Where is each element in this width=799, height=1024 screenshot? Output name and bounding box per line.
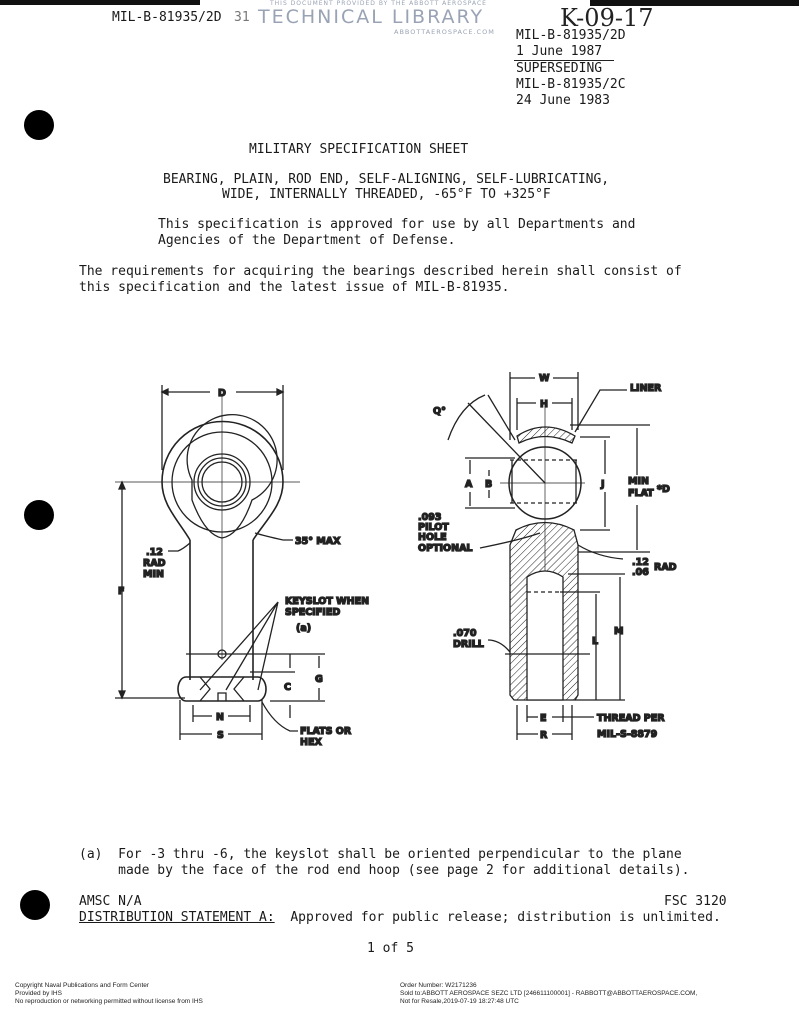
dim-h: H (540, 399, 548, 410)
dim-g: G (315, 674, 323, 685)
dim-e: E (540, 713, 547, 724)
label-thread-2: MIL-S-8879 (597, 729, 658, 740)
distribution-label: DISTRIBUTION STATEMENT A: (79, 910, 275, 925)
requirements-line-1: The requirements for acquiring the bearings described herein shall consist of (79, 264, 682, 279)
watermark-title: TECHNICAL LIBRARY (258, 6, 485, 28)
amsc: AMSC N/A (79, 894, 142, 909)
label-pilot-2: PILOT (418, 522, 449, 533)
distribution-statement (79, 910, 721, 926)
superseded-date: 24 June 1983 (516, 93, 610, 108)
watermark-url: ABBOTTAEROSPACE.COM (394, 28, 495, 36)
label-thread-1: THREAD PER (597, 713, 665, 724)
label-minflat-2: FLAT (628, 488, 654, 499)
distribution-text: Approved for public release; distribution is unlimited. (274, 910, 721, 925)
footer-copyright: Copyright Naval Publications and Form Center (15, 982, 150, 989)
note-line-1: (a) For -3 thru -6, the keyslot shall be oriented perpendicular to the plane (79, 847, 682, 862)
dim-q: Q° (433, 406, 446, 417)
dim-j: J (601, 479, 605, 490)
footer-order: Order Number: W2171236 (400, 982, 477, 989)
approval-line-1: This specification is approved for use by all Departments and (158, 217, 636, 232)
subtitle-line-2: WIDE, INTERNALLY THREADED, -65°F TO +325°F (222, 187, 551, 202)
label-rad-1: .12 (146, 547, 163, 558)
dim-s: S (217, 730, 224, 741)
header-left-id: MIL-B-81935/2D (112, 10, 222, 25)
approval-line-2: Agencies of the Department of Defense. (158, 233, 456, 248)
dim-m: M (614, 626, 624, 637)
label-keyslot-3: (a) (296, 623, 312, 634)
dim-f: F (118, 586, 125, 597)
subtitle-line-1: BEARING, PLAIN, ROD END, SELF-ALIGNING, SELF-LUBRICATING, (163, 172, 610, 187)
label-drill-1: .070 (453, 628, 477, 639)
label-flats-2: HEX (300, 737, 322, 748)
label-liner: LINER (630, 383, 662, 394)
label-rad-2: .06 (632, 567, 649, 578)
footer-sold-to: Sold to:ABBOTT AEROSPACE SEZC LTD [246611100001] - RABBOTT@ABBOTTAEROSPACE.COM, (400, 990, 698, 997)
dim-c: C (284, 682, 291, 693)
label-keyslot-1: KEYSLOT WHEN (285, 596, 370, 607)
dim-r: R (540, 730, 548, 741)
footer-right (400, 982, 697, 1006)
superseding-label: SUPERSEDING (516, 61, 603, 76)
dim-l: L (592, 636, 599, 647)
label-minflat-1: MIN (628, 476, 649, 487)
fsc: FSC 3120 (664, 894, 727, 909)
note-line-2: made by the face of the rod end hoop (see page 2 for additional details). (79, 863, 690, 878)
label-pilot-4: OPTIONAL (418, 543, 473, 554)
watermark-top: THIS DOCUMENT PROVIDED BY THE ABBOTT AEROSPACE (270, 0, 487, 7)
label-rad-1: .12 (632, 557, 649, 568)
doc-date: 1 June 1987 (516, 44, 603, 59)
label-pilot-1: .093 (418, 512, 442, 523)
section-view (448, 372, 650, 740)
doc-id: MIL-B-81935/2D (516, 28, 626, 43)
footer-resale: Not for Resale,2019-07-19 18:27:48 UTC (400, 998, 519, 1005)
dim-n: N (216, 712, 224, 723)
footer-provider: Provided by IHS (15, 990, 62, 997)
label-pilot-3: HOLE (418, 532, 447, 543)
label-rad-3: RAD (654, 562, 677, 573)
label-drill-2: DRILL (453, 639, 484, 650)
label-rad-3: MIN (143, 569, 164, 580)
dim-w: W (539, 373, 550, 384)
label-rad-2: RAD (143, 558, 166, 569)
footer-left (15, 982, 203, 1006)
page-title: MILITARY SPECIFICATION SHEET (249, 142, 469, 157)
stray-mark: 31 (234, 10, 250, 25)
superseded-id: MIL-B-81935/2C (516, 77, 626, 92)
label-keyslot-2: SPECIFIED (285, 607, 341, 618)
label-minflat-3: *D (657, 484, 670, 495)
handwritten-note: K-09-17 (560, 4, 654, 32)
page-number: 1 of 5 (367, 941, 414, 956)
requirements-line-2: this specification and the latest issue of MIL-B-81935. (79, 280, 510, 295)
label-angle: 35° MAX (295, 536, 341, 547)
footer-license: No reproduction or networking permitted without license from IHS (15, 998, 203, 1005)
dim-a: A (465, 479, 473, 490)
dim-d: D (218, 388, 226, 399)
label-flats-1: FLATS OR (300, 726, 352, 737)
dim-b: B (485, 479, 493, 490)
